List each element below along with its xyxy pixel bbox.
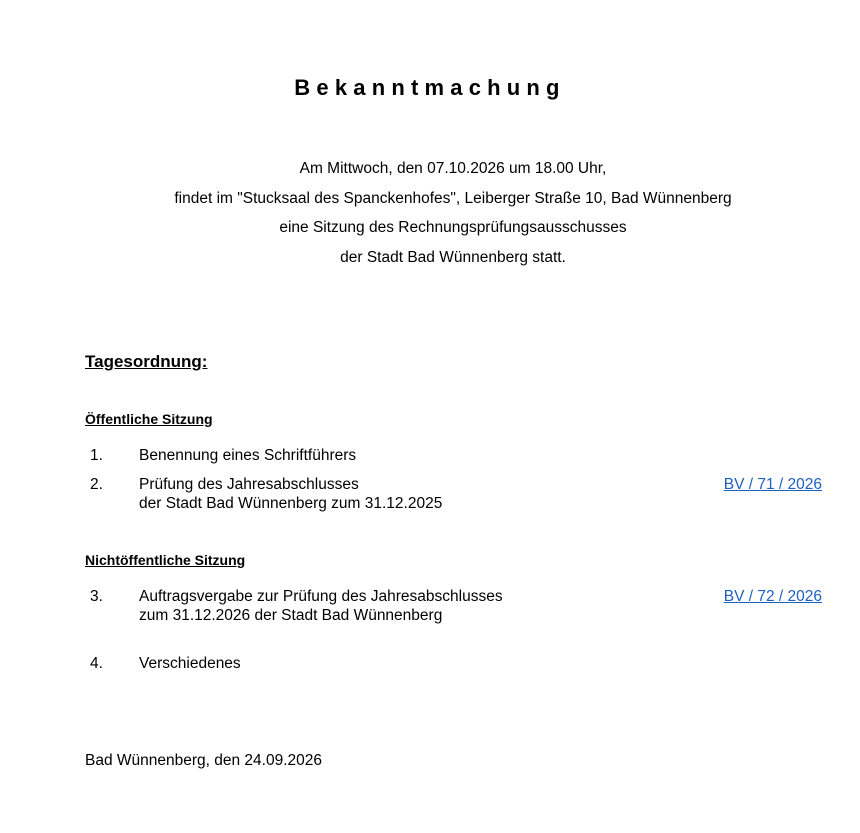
document-title: Bekanntmachung [294, 75, 566, 100]
agenda-item-line: Prüfung des Jahresabschlusses [139, 476, 359, 493]
agenda-item-line: zum 31.12.2026 der Stadt Bad Wünnenberg [139, 607, 443, 624]
agenda-item-line: Benennung eines Schriftführers [139, 447, 357, 464]
intro-line-meeting: eine Sitzung des Rechnungsprüfungsausschusses [279, 219, 627, 236]
agenda-item-line: Auftragsvergabe zur Prüfung des Jahresabschlusses [139, 588, 503, 605]
agenda-item-line: Verschiedenes [139, 655, 241, 672]
agenda-item-text [139, 446, 356, 465]
intro-block [0, 154, 860, 272]
agenda-item-text [139, 654, 241, 673]
intro-line-location: findet im "Stucksaal des Spanckenhofes", Leiberger Straße 10, Bad Wünnenberg [174, 189, 732, 207]
agenda-item-line: der Stadt Bad Wünnenberg zum 31.12.2025 [139, 495, 443, 512]
agenda-item-number: 4. [90, 655, 103, 672]
agenda-item-text [139, 475, 442, 513]
public-section-heading: Öffentliche Sitzung [85, 411, 213, 427]
private-section-heading: Nichtöffentliche Sitzung [85, 552, 246, 568]
agenda-item-number: 1. [90, 447, 103, 464]
footer-date-line: Bad Wünnenberg, den 24.09.2026 [85, 752, 322, 769]
agenda-item-number: 3. [90, 588, 103, 605]
intro-line-city: der Stadt Bad Wünnenberg statt. [340, 248, 566, 266]
agenda-item-text [139, 587, 503, 625]
reference-link-bv-72[interactable]: BV / 72 / 2026 [723, 588, 822, 605]
intro-line-date: Am Mittwoch, den 07.10.2026 um 18.00 Uhr, [299, 160, 607, 177]
agenda-item-number: 2. [90, 476, 103, 493]
agenda-heading: Tagesordnung: [85, 352, 208, 371]
reference-link-bv-71[interactable]: BV / 71 / 2026 [723, 476, 822, 493]
